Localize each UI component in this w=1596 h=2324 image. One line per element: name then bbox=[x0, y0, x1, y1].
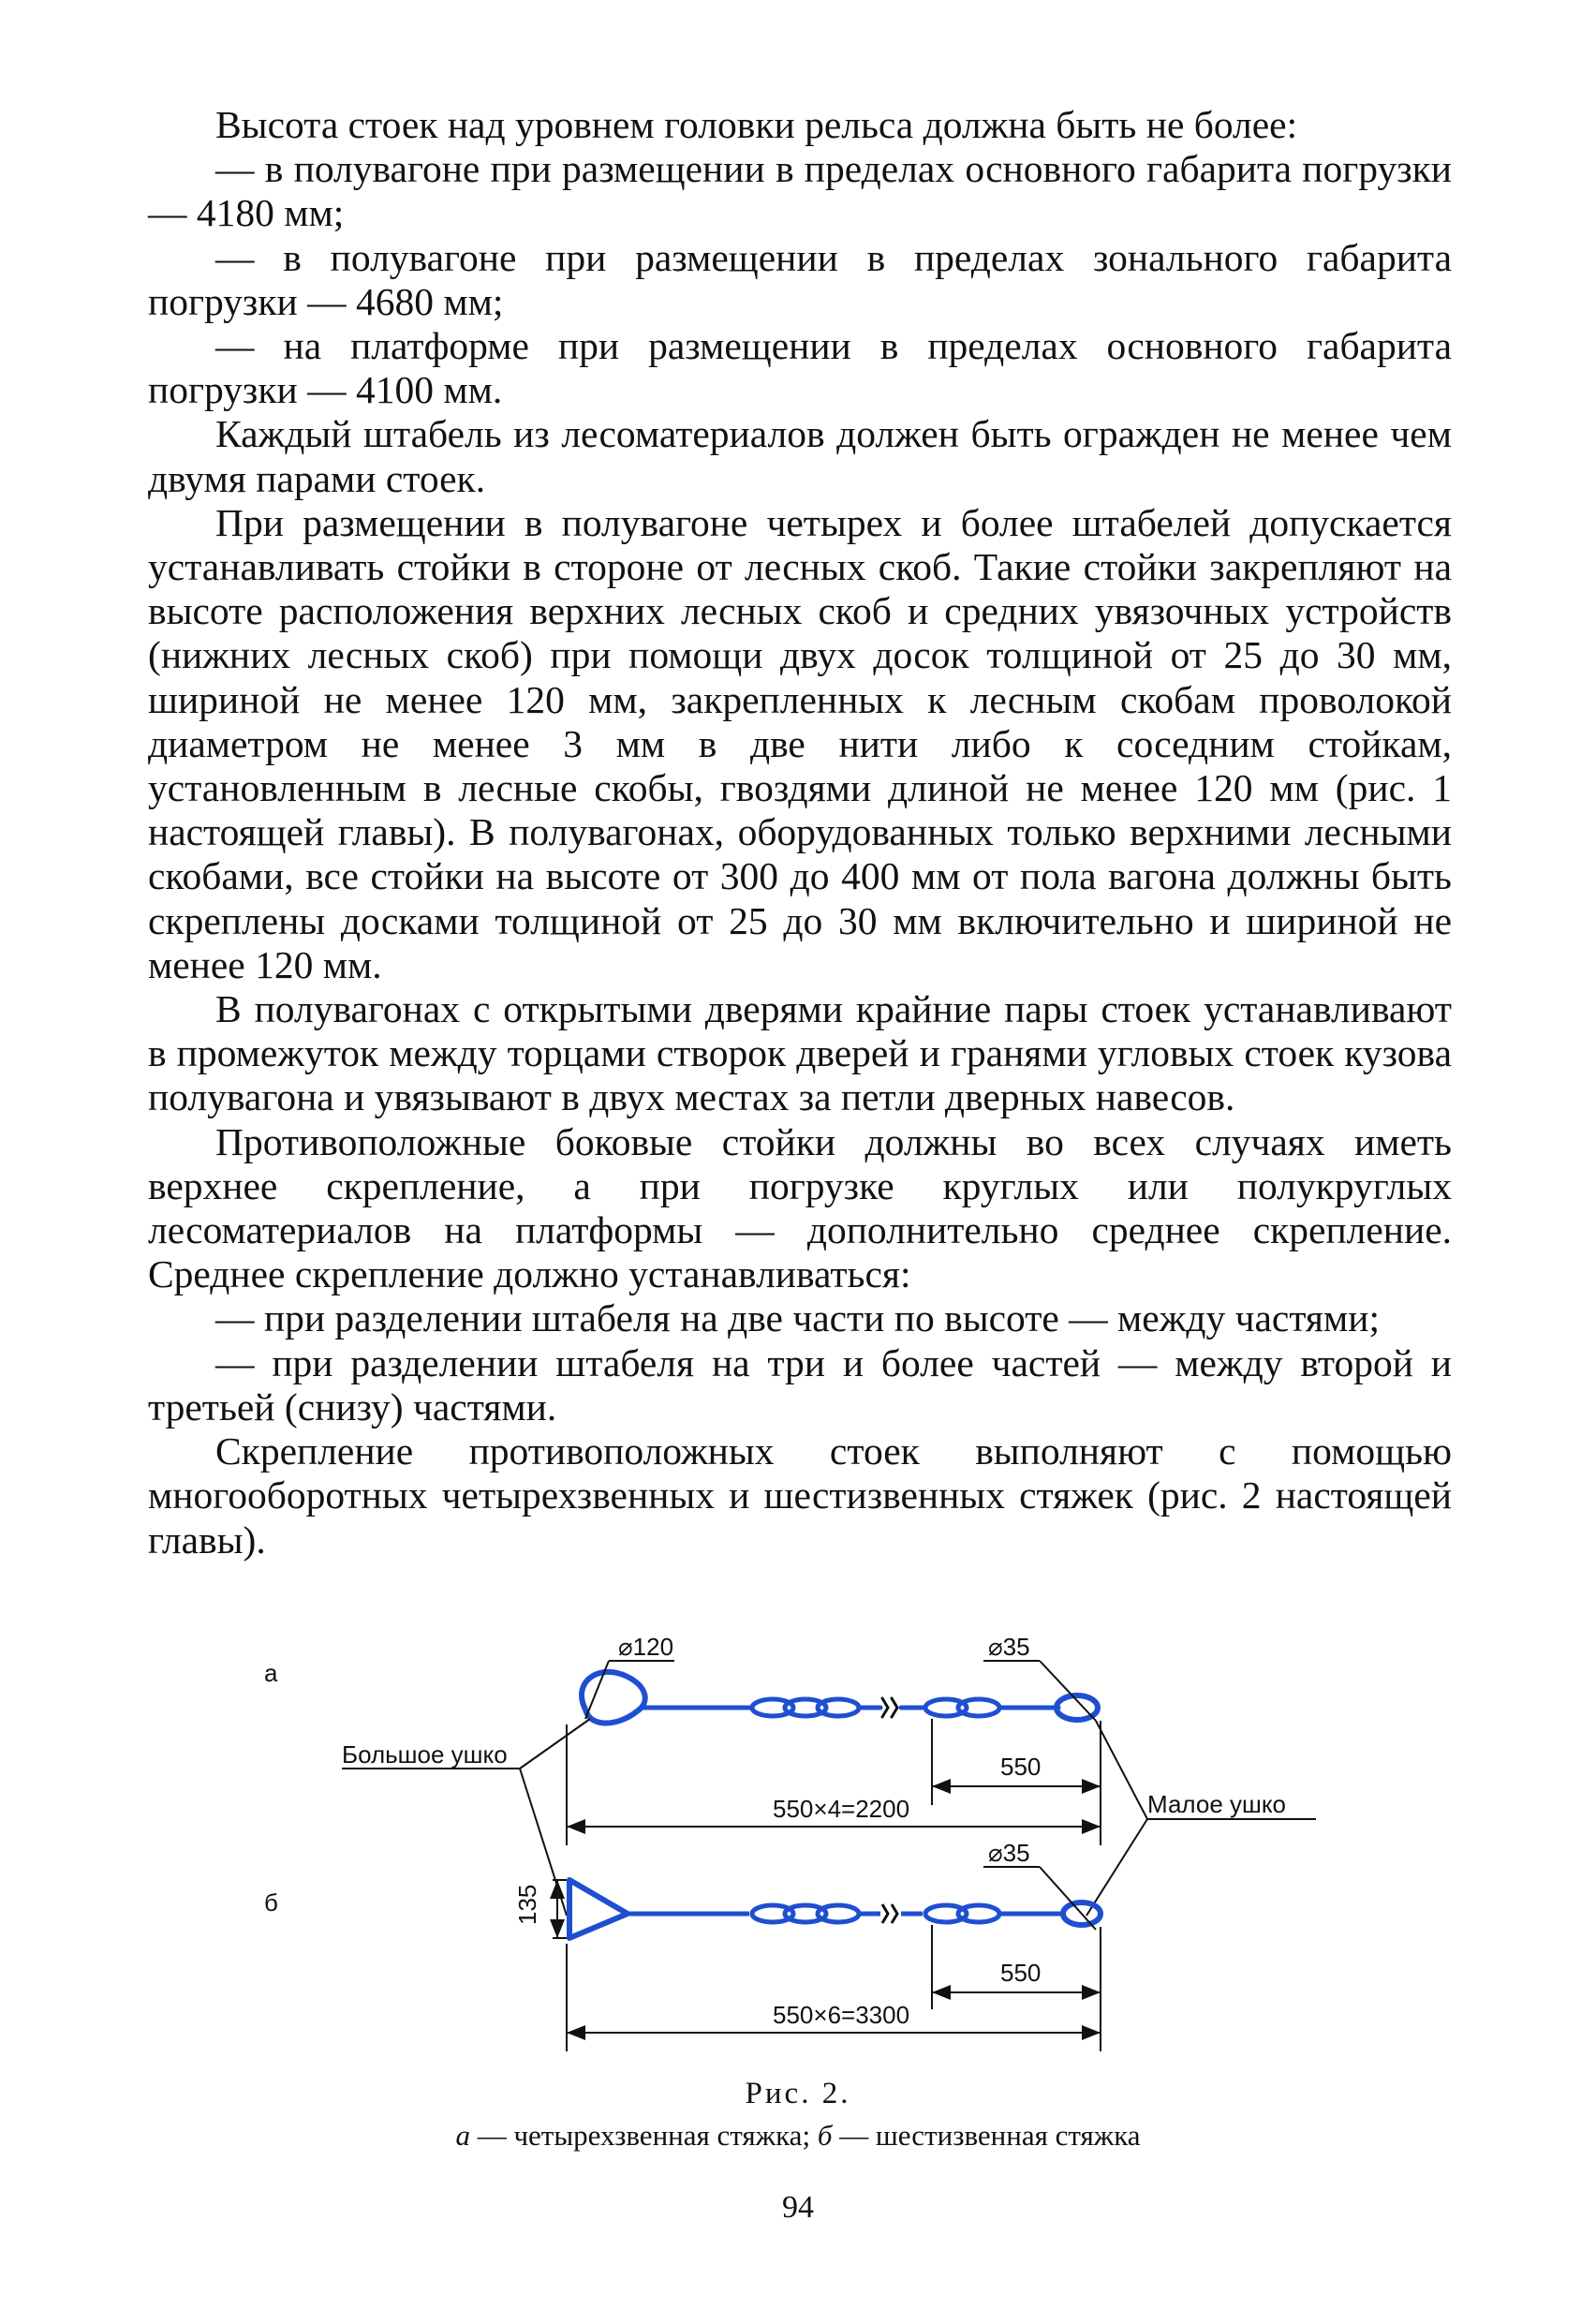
dim-550-b: 550 bbox=[1000, 1959, 1042, 1987]
tie-a bbox=[582, 1672, 1098, 1724]
caption-letter-a: а bbox=[455, 2119, 470, 2152]
label-b: б bbox=[264, 1888, 278, 1917]
dim-dia-35-b: ⌀35 bbox=[988, 1839, 1030, 1867]
paragraph: Противоположные боковые стойки должны во всех случаях иметь верхнее скрепление, а при погрузке круглых или полукруглых лесоматериалов на платформы — дополнительно среднее скрепление. Среднее скрепление должно устанавливаться: bbox=[148, 1119, 1452, 1296]
page-number: 94 bbox=[782, 2190, 814, 2225]
paragraph: — на платформе при размещении в пределах основного габарита погрузки — 4100 мм. bbox=[148, 324, 1452, 412]
dim-total-b: 550×6=3300 bbox=[773, 2001, 910, 2029]
figure-ties bbox=[234, 1635, 1358, 2075]
body-text bbox=[148, 103, 1452, 1562]
paragraph: Высота стоек над уровнем головки рельса должна быть не более: bbox=[215, 103, 1298, 146]
small-eye-label: Малое ушко bbox=[1147, 1790, 1287, 1818]
paragraph: При размещении в полувагоне четырех и более штабелей допускается устанавливать стойки в стороне от лесных скоб. Такие стойки закрепляют на высоте расположения верхних лесных скоб и средних увязочных устройств (нижних лесных скоб) при помощи двух досок толщиной от 25 до 30 мм, шириной не менее 120 мм, закрепленных к лесным скобам проволокой диаметром не менее 3 мм в две нити либо к соседним стойкам, установленным в лесные скобы, гвоздями длиной не менее 120 мм (рис. 1 настоящей главы). В полувагонах, оборудованных только верхними лесными скобами, все стойки на высоте от 300 до 400 мм от пола вагона должны быть скреплены досками толщиной от 25 до 30 мм включительно и шириной не менее 120 мм. bbox=[148, 500, 1452, 986]
big-eye-b bbox=[569, 1880, 628, 1938]
dim-total-a: 550×4=2200 bbox=[773, 1795, 910, 1823]
caption-text-a: — четырехзвенная стяжка; bbox=[469, 2119, 818, 2152]
tie-b bbox=[569, 1880, 1101, 1938]
paragraph: Каждый штабель из лесоматериалов должен быть огражден не менее чем двумя парами стоек. bbox=[148, 412, 1452, 500]
dim-135: 135 bbox=[513, 1884, 541, 1925]
dim-550-a: 550 bbox=[1000, 1753, 1042, 1781]
dim-dia-120: ⌀120 bbox=[618, 1635, 674, 1661]
paragraph: — при разделении штабеля на две части по высоте — между частями; bbox=[215, 1296, 1380, 1340]
figure-caption-description bbox=[0, 2119, 1596, 2153]
big-eye-a bbox=[582, 1672, 645, 1724]
big-eye-label: Большое ушко bbox=[342, 1740, 508, 1769]
paragraph: В полувагонах с открытыми дверями крайние пары стоек устанавливают в промежуток между торцами створок дверей и гранями угловых стоек кузова полувагона и увязывают в двух местах за петли дверных навесов. bbox=[148, 987, 1452, 1119]
dim-dia-35-a: ⌀35 bbox=[988, 1635, 1030, 1661]
paragraph: — в полувагоне при размещении в пределах основного габарита погрузки — 4180 мм; bbox=[148, 147, 1452, 235]
ties-drawing bbox=[234, 1635, 1358, 2075]
caption-text-b: — шестизвенная стяжка bbox=[832, 2119, 1141, 2152]
paragraph: — в полувагоне при размещении в пределах зонального габарита погрузки — 4680 мм; bbox=[148, 235, 1452, 323]
paragraph: Скрепление противоположных стоек выполняют с помощью многооборотных четырехзвенных и шестизвенных стяжек (рис. 2 настоящей главы). bbox=[148, 1429, 1452, 1562]
label-a: а bbox=[264, 1659, 278, 1687]
paragraph: — при разделении штабеля на три и более частей — между второй и третьей (снизу) частями. bbox=[148, 1340, 1452, 1428]
figure-caption-title: Рис. 2. bbox=[745, 2077, 851, 2110]
caption-letter-b: б bbox=[817, 2119, 833, 2152]
